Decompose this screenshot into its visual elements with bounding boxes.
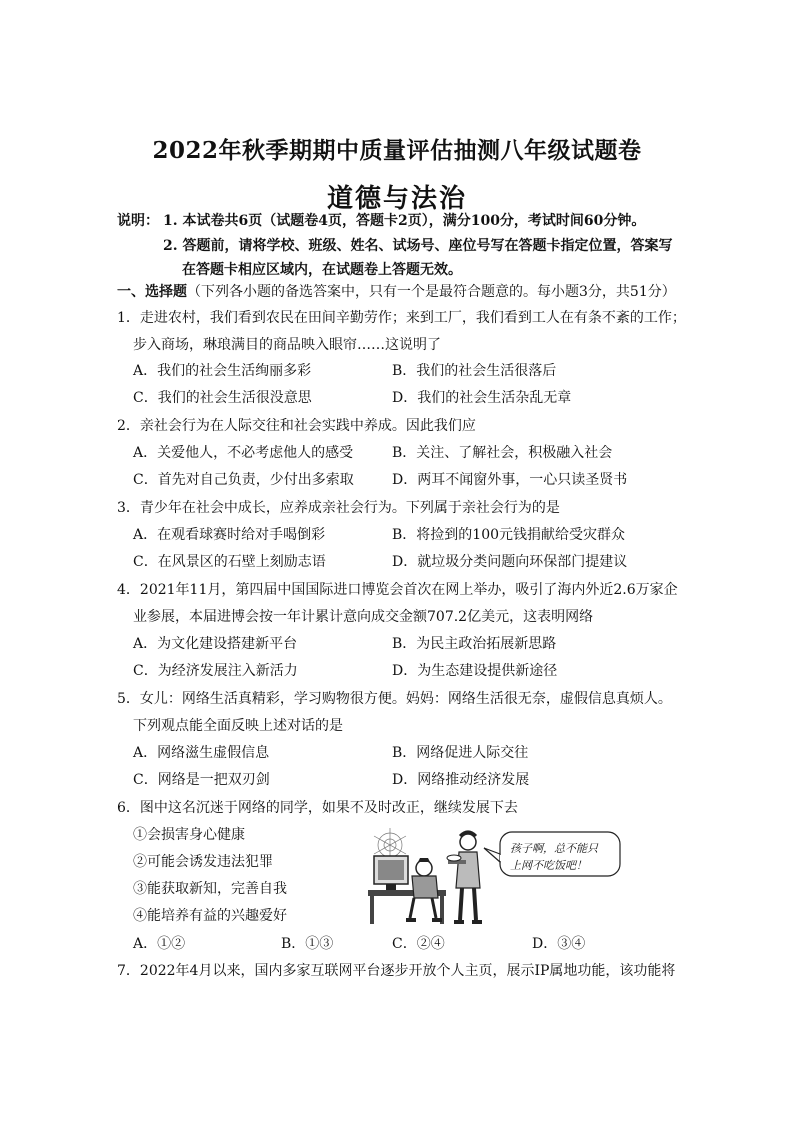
section-title: 一、选择题 — [117, 284, 187, 300]
q4-option-b: B．为民主政治拓展新思路 — [392, 636, 557, 652]
bubble-line-2: 上网不吃饭吧！ — [510, 859, 587, 872]
instruction-2a: 2. 答题前，请将学校、班级、姓名、试场号、座位号写在答题卡指定位置，答案写 — [163, 238, 673, 254]
exam-title: 2022年秋季期期中质量评估抽测八年级试题卷 — [152, 137, 642, 164]
instruction-1: 1. 本试卷共6页（试题卷4页，答题卡2页），满分100分，考试时间60分钟。 — [163, 213, 646, 229]
q3-option-c: C．在风景区的石壁上刻励志语 — [133, 554, 326, 570]
q4-stem-1: 4．2021年11月，第四届中国国际进口博览会首次在网上举办，吸引了海内外近2.6万家企 — [117, 582, 678, 598]
q2-stem: 2．亲社会行为在人际交往和社会实践中养成。因此我们应 — [117, 418, 476, 434]
q1-stem-1: 1．走进农村，我们看到农民在田间辛勤劳作；来到工厂，我们看到工人在有条不紊的工作； — [117, 310, 686, 326]
q5-option-c: C．网络是一把双刃剑 — [133, 772, 270, 788]
q5-stem-1: 5．女儿：网络生活真精彩，学习购物很方便。妈妈：网络生活很无奈，虚假信息真烦人。 — [117, 691, 672, 707]
q4-stem-2: 业参展，本届进博会按一年计累计意向成交金额707.2亿美元，这表明网络 — [133, 609, 594, 625]
q3-option-d: D．就垃圾分类问题向环保部门提建议 — [392, 554, 628, 570]
q3-option-a: A．在观看球赛时给对手喝倒彩 — [133, 527, 326, 543]
q1-stem-2: 步入商场，琳琅满目的商品映入眼帘……这说明了 — [133, 337, 441, 353]
q4-option-a: A．为文化建设搭建新平台 — [133, 636, 298, 652]
subject-title: 道德与法治 — [326, 184, 467, 214]
section-note: （下列各小题的备选答案中，只有一个是最符合题意的。每小题3分，共51分） — [187, 284, 676, 300]
q5-stem-2: 下列观点能全面反映上述对话的是 — [133, 718, 343, 734]
q6-item-4: ④能培养有益的兴趣爱好 — [133, 908, 287, 924]
internet-addiction-cartoon — [360, 822, 630, 926]
q4-option-c: C．为经济发展注入新活力 — [133, 663, 298, 679]
q5-option-b: B．网络促进人际交往 — [392, 745, 529, 761]
q1-option-b: B．我们的社会生活很落后 — [392, 363, 557, 379]
instructions-label: 说明： — [117, 213, 159, 229]
q6-stem: 6．图中这名沉迷于网络的同学，如果不及时改正，继续发展下去 — [117, 800, 518, 816]
q1-option-c: C．我们的社会生活很没意思 — [133, 390, 312, 406]
q6-item-3: ③能获取新知，完善自我 — [133, 881, 287, 897]
q3-stem: 3．青少年在社会中成长，应养成亲社会行为。下列属于亲社会行为的是 — [117, 500, 560, 516]
q5-option-d: D．网络推动经济发展 — [392, 772, 530, 788]
bubble-line-1: 孩子啊，总不能只 — [510, 842, 598, 855]
section-heading — [117, 283, 676, 301]
q6-item-1: ①会损害身心健康 — [133, 827, 245, 843]
q6-option-c: C．②④ — [392, 936, 445, 952]
q7-stem: 7．2022年4月以来，国内多家互联网平台逐步开放个人主页，展示IP属地功能，该功能将 — [117, 963, 676, 979]
q6-option-b: B．①③ — [281, 936, 334, 952]
q2-option-d: D．两耳不闻窗外事，一心只读圣贤书 — [392, 472, 628, 488]
q2-option-b: B．关注、了解社会，积极融入社会 — [392, 445, 613, 461]
q6-option-d: D．③④ — [532, 936, 586, 952]
q5-option-a: A．网络滋生虚假信息 — [133, 745, 270, 761]
q3-option-b: B．将捡到的100元钱捐献给受灾群众 — [392, 527, 626, 543]
q2-option-c: C．首先对自己负责，少付出多索取 — [133, 472, 354, 488]
q2-option-a: A．关爱他人，不必考虑他人的感受 — [133, 445, 354, 461]
q1-option-a: A．我们的社会生活绚丽多彩 — [133, 363, 312, 379]
instruction-2b: 在答题卡相应区域内，在试题卷上答题无效。 — [182, 262, 462, 278]
q4-option-d: D．为生态建设提供新途径 — [392, 663, 558, 679]
q6-option-a: A．①② — [133, 936, 186, 952]
q6-item-2: ②可能会诱发违法犯罪 — [133, 854, 273, 870]
q1-option-d: D．我们的社会生活杂乱无章 — [392, 390, 572, 406]
